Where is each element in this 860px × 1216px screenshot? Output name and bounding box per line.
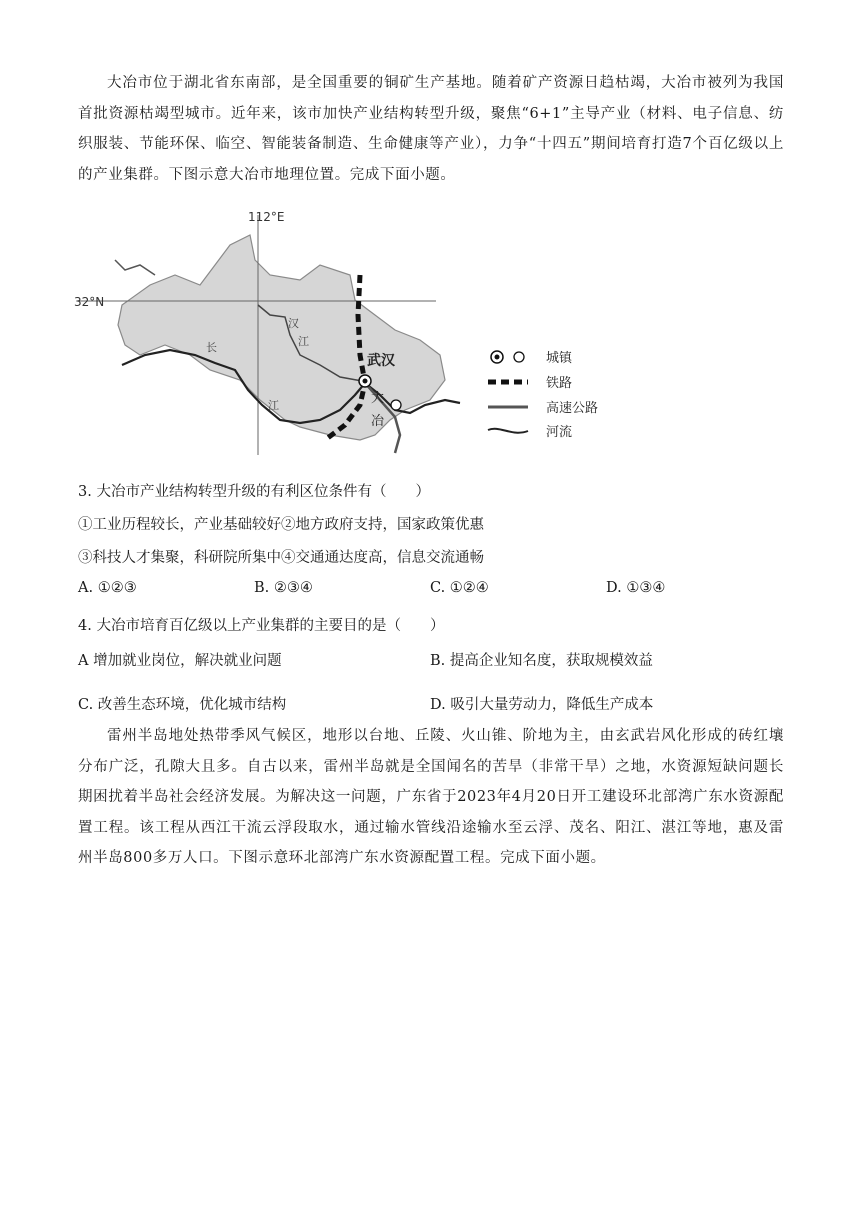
q4-option-d[interactable]: D. 吸引大量劳动力，降低生产成本: [430, 697, 654, 713]
legend-town: 城镇: [546, 351, 573, 366]
lat-label: 32°N: [74, 295, 105, 309]
han-river-label-1: 汉: [288, 317, 299, 330]
intro-passage-daye: 大冶市位于湖北省东南部，是全国重要的铜矿生产基地。随着矿产资源日趋枯竭，大冶市被列为我国首批资源枯竭型城市。近年来，该市加快产业结构转型升级，聚焦“6+1”主导产业（材料、电子信息、纺织服装、节能环保、临空、智能装备制造、生命健康等产业），力争“十四五”期间培育打造7个百亿级以上的产业集群。下图示意大冶市地理位置。完成下面小题。: [78, 75, 784, 183]
lon-label: 112°E: [248, 210, 285, 224]
map-legend: [488, 350, 598, 440]
han-river-label-2: 江: [298, 335, 309, 348]
q4-option-a[interactable]: A 增加就业岗位，解决就业问题: [78, 653, 282, 669]
daye-label-1: 大: [371, 391, 385, 406]
legend-highway: 高速公路: [546, 401, 599, 416]
q3-statement-line-1: ①工业历程较长，产业基础较好②地方政府支持，国家政策优惠: [78, 517, 484, 533]
q3-option-c[interactable]: C. ①②④: [430, 580, 489, 596]
q3-option-b[interactable]: B. ②③④: [254, 580, 313, 596]
yangtze-label-2: 江: [268, 399, 279, 412]
yangtze-label-1: 长: [206, 341, 217, 354]
q3-option-a[interactable]: A. ①②③: [78, 580, 137, 596]
wuhan-label: 武汉: [367, 353, 395, 369]
q4-stem: 4. 大冶市培育百亿级以上产业集群的主要目的是（ ）: [78, 618, 445, 634]
q3-statement-line-2: ③科技人才集聚，科研院所集中④交通通达度高，信息交流通畅: [78, 550, 484, 566]
q4-option-c[interactable]: C. 改善生态环境，优化城市结构: [78, 697, 287, 713]
river-upper-left: [115, 260, 155, 275]
q4-option-b[interactable]: B. 提高企业知名度，获取规模效益: [430, 653, 653, 669]
daye-city-marker: [391, 400, 401, 410]
daye-location-map: [0, 205, 860, 465]
legend-railway: 铁路: [546, 376, 573, 391]
q3-option-d[interactable]: D. ①③④: [606, 580, 666, 596]
daye-label-2: 冶: [371, 414, 385, 429]
q3-stem: 3. 大冶市产业结构转型升级的有利区位条件有（ ）: [78, 484, 430, 500]
legend-river: 河流: [546, 425, 573, 440]
intro-passage-leizhou: 雷州半岛地处热带季风气候区，地形以台地、丘陵、火山锥、阶地为主，由玄武岩风化形成的砖红壤分布广泛，孔隙大且多。自古以来，雷州半岛就是全国闻名的苦旱（非常干旱）之地，水资源短缺问题长期困扰着半岛社会经济发展。为解决这一问题，广东省于2023年4月20日开工建设环北部湾广东水资源配置工程。该工程从西江干流云浮段取水，通过输水管线沿途输水至云浮、茂名、阳江、湛江等地，惠及雷州半岛800多万人口。下图示意环北部湾广东水资源配置工程。完成下面小题。: [78, 728, 784, 866]
